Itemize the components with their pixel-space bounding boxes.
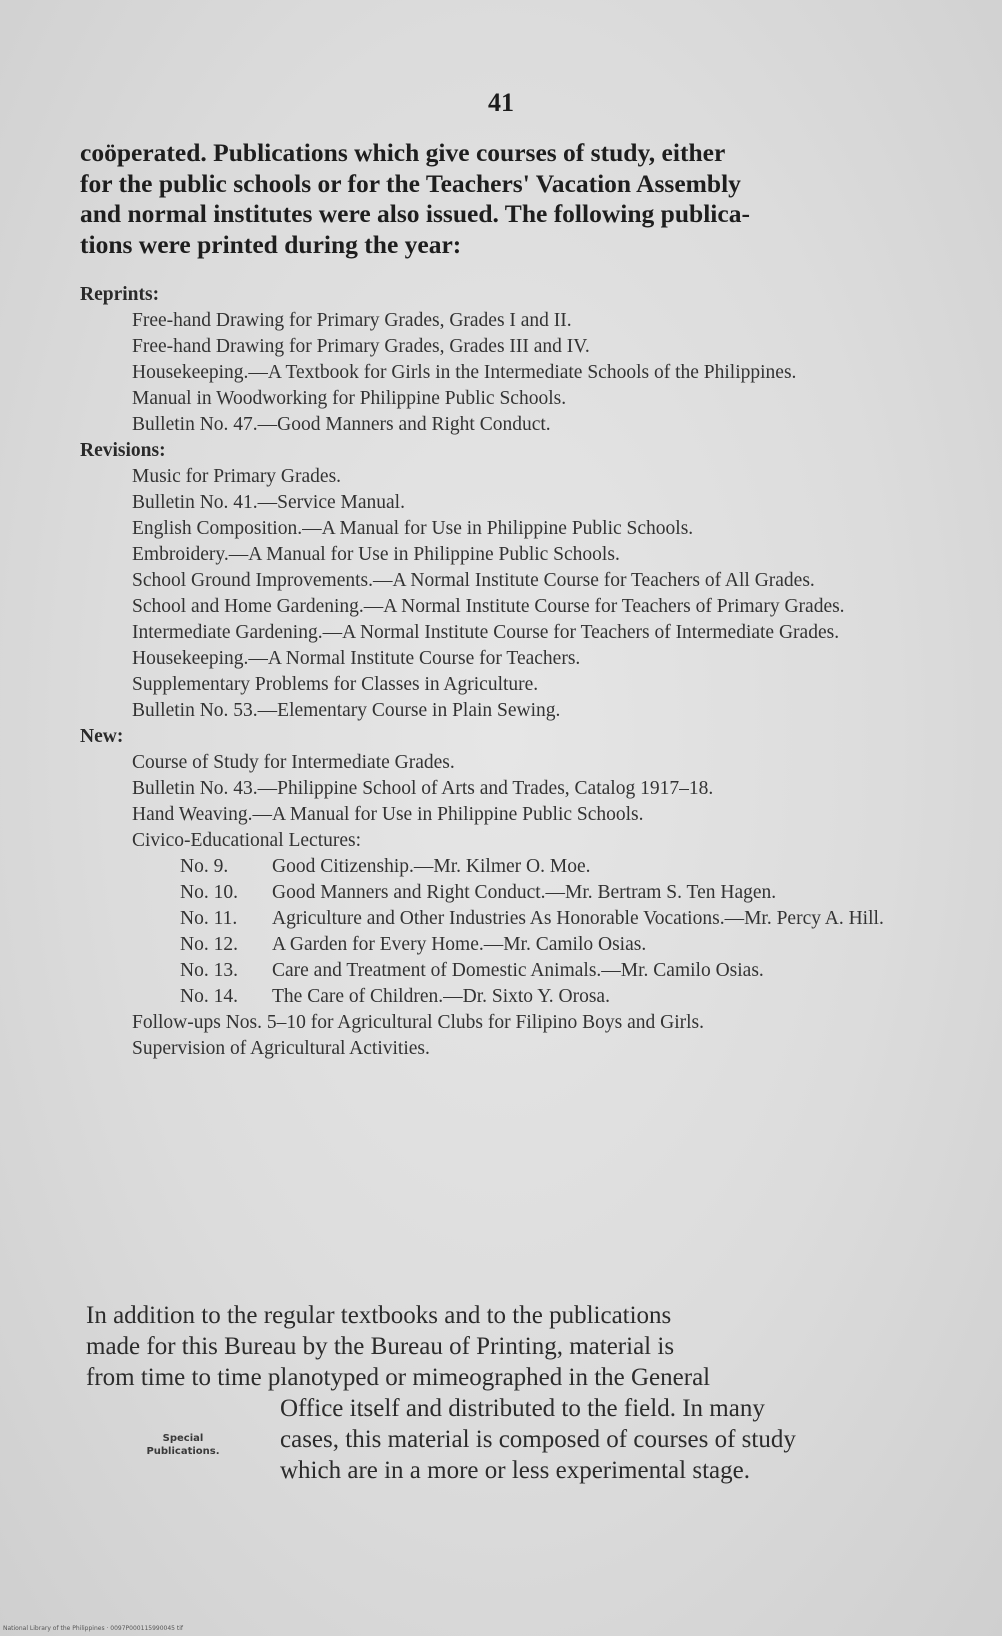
lecture-number: No. 11. [180,908,238,929]
list-item: School and Home Gardening.—A Normal Institute Course for Teachers of Primary Grades. [132,596,845,617]
list-item: Embroidery.—A Manual for Use in Philippine Public Schools. [132,544,620,565]
intro-paragraph [80,138,920,260]
lecture-number: No. 14. [180,986,238,1007]
list-item: Free-hand Drawing for Primary Grades, Grades III and IV. [132,336,590,357]
section-heading-revisions: Revisions: [80,440,166,461]
list-item: Supplementary Problems for Classes in Agriculture. [132,674,539,695]
lecture-item [180,958,920,984]
list-item: School Ground Improvements.—A Normal Institute Course for Teachers of All Grades. [132,570,815,591]
list-item: Course of Study for Intermediate Grades. [132,752,455,773]
intro-line: for the public schools or for the Teachers' Vacation Assembly [80,168,741,198]
closing-paragraph [86,1300,922,1486]
lecture-item [180,906,920,932]
closing-line: which are in a more or less experimental stage. [280,1457,750,1484]
lectures-heading: Civico-Educational Lectures: [132,830,362,851]
intro-line: and normal institutes were also issued. The following publica- [80,199,750,228]
lecture-title: Good Manners and Right Conduct.—Mr. Bertram S. Ten Hagen. [272,882,777,903]
margin-note-line: Special [162,1433,204,1444]
list-item: Bulletin No. 43.—Philippine School of Arts and Trades, Catalog 1917–18. [132,778,714,799]
closing-line: In addition to the regular textbooks and to the publications [86,1302,672,1329]
lecture-item [180,932,920,958]
lecture-number: No. 10. [180,882,238,903]
lecture-item [180,854,920,880]
section-heading-reprints: Reprints: [80,284,160,305]
page-number: 41 [488,88,514,117]
publications-list [80,282,920,1062]
lecture-title: The Care of Children.—Dr. Sixto Y. Orosa. [272,986,610,1007]
margin-note [118,1432,248,1458]
list-item: Music for Primary Grades. [132,466,342,487]
list-item: Intermediate Gardening.—A Normal Institute Course for Teachers of Intermediate Grades. [132,622,840,643]
list-item: Supervision of Agricultural Activities. [132,1038,430,1059]
list-item: Bulletin No. 53.—Elementary Course in Plain Sewing. [132,700,561,721]
closing-line: Office itself and distributed to the field. In many [280,1395,765,1422]
closing-line: from time to time planotyped or mimeographed in the General [86,1364,711,1391]
list-item: English Composition.—A Manual for Use in Philippine Public Schools. [132,518,694,539]
list-item: Hand Weaving.—A Manual for Use in Philippine Public Schools. [132,804,644,825]
lecture-number: No. 13. [180,960,238,981]
lecture-number: No. 12. [180,934,238,955]
closing-line: made for this Bureau by the Bureau of Printing, material is [86,1333,675,1360]
lecture-number: No. 9. [180,856,229,877]
lecture-item [180,880,920,906]
section-heading-new: New: [80,726,124,747]
list-item: Housekeeping.—A Textbook for Girls in the Intermediate Schools of the Philippines. [132,362,797,383]
list-item: Follow-ups Nos. 5–10 for Agricultural Clubs for Filipino Boys and Girls. [132,1012,704,1033]
margin-note-line: Publications. [146,1446,220,1457]
lecture-title: Care and Treatment of Domestic Animals.—Mr. Camilo Osias. [272,960,764,981]
list-item: Free-hand Drawing for Primary Grades, Grades I and II. [132,310,572,331]
lecture-title: Agriculture and Other Industries As Honorable Vocations.—Mr. Percy A. Hill. [272,908,884,929]
closing-line: cases, this material is composed of courses of study [280,1426,796,1453]
list-item: Housekeeping.—A Normal Institute Course for Teachers. [132,648,581,669]
lecture-item [180,984,920,1010]
lecture-title: A Garden for Every Home.—Mr. Camilo Osias. [272,934,647,955]
list-item: Manual in Woodworking for Philippine Public Schools. [132,388,567,409]
lecture-title: Good Citizenship.—Mr. Kilmer O. Moe. [272,856,591,877]
list-item: Bulletin No. 47.—Good Manners and Right Conduct. [132,414,551,435]
intro-line: tions were printed during the year: [80,229,462,259]
intro-line: coöperated. Publications which give courses of study, either [80,138,726,167]
scan-footer: National Library of the Philippines · 0097P000115990045 tif [3,1625,184,1632]
list-item: Bulletin No. 41.—Service Manual. [132,492,405,513]
